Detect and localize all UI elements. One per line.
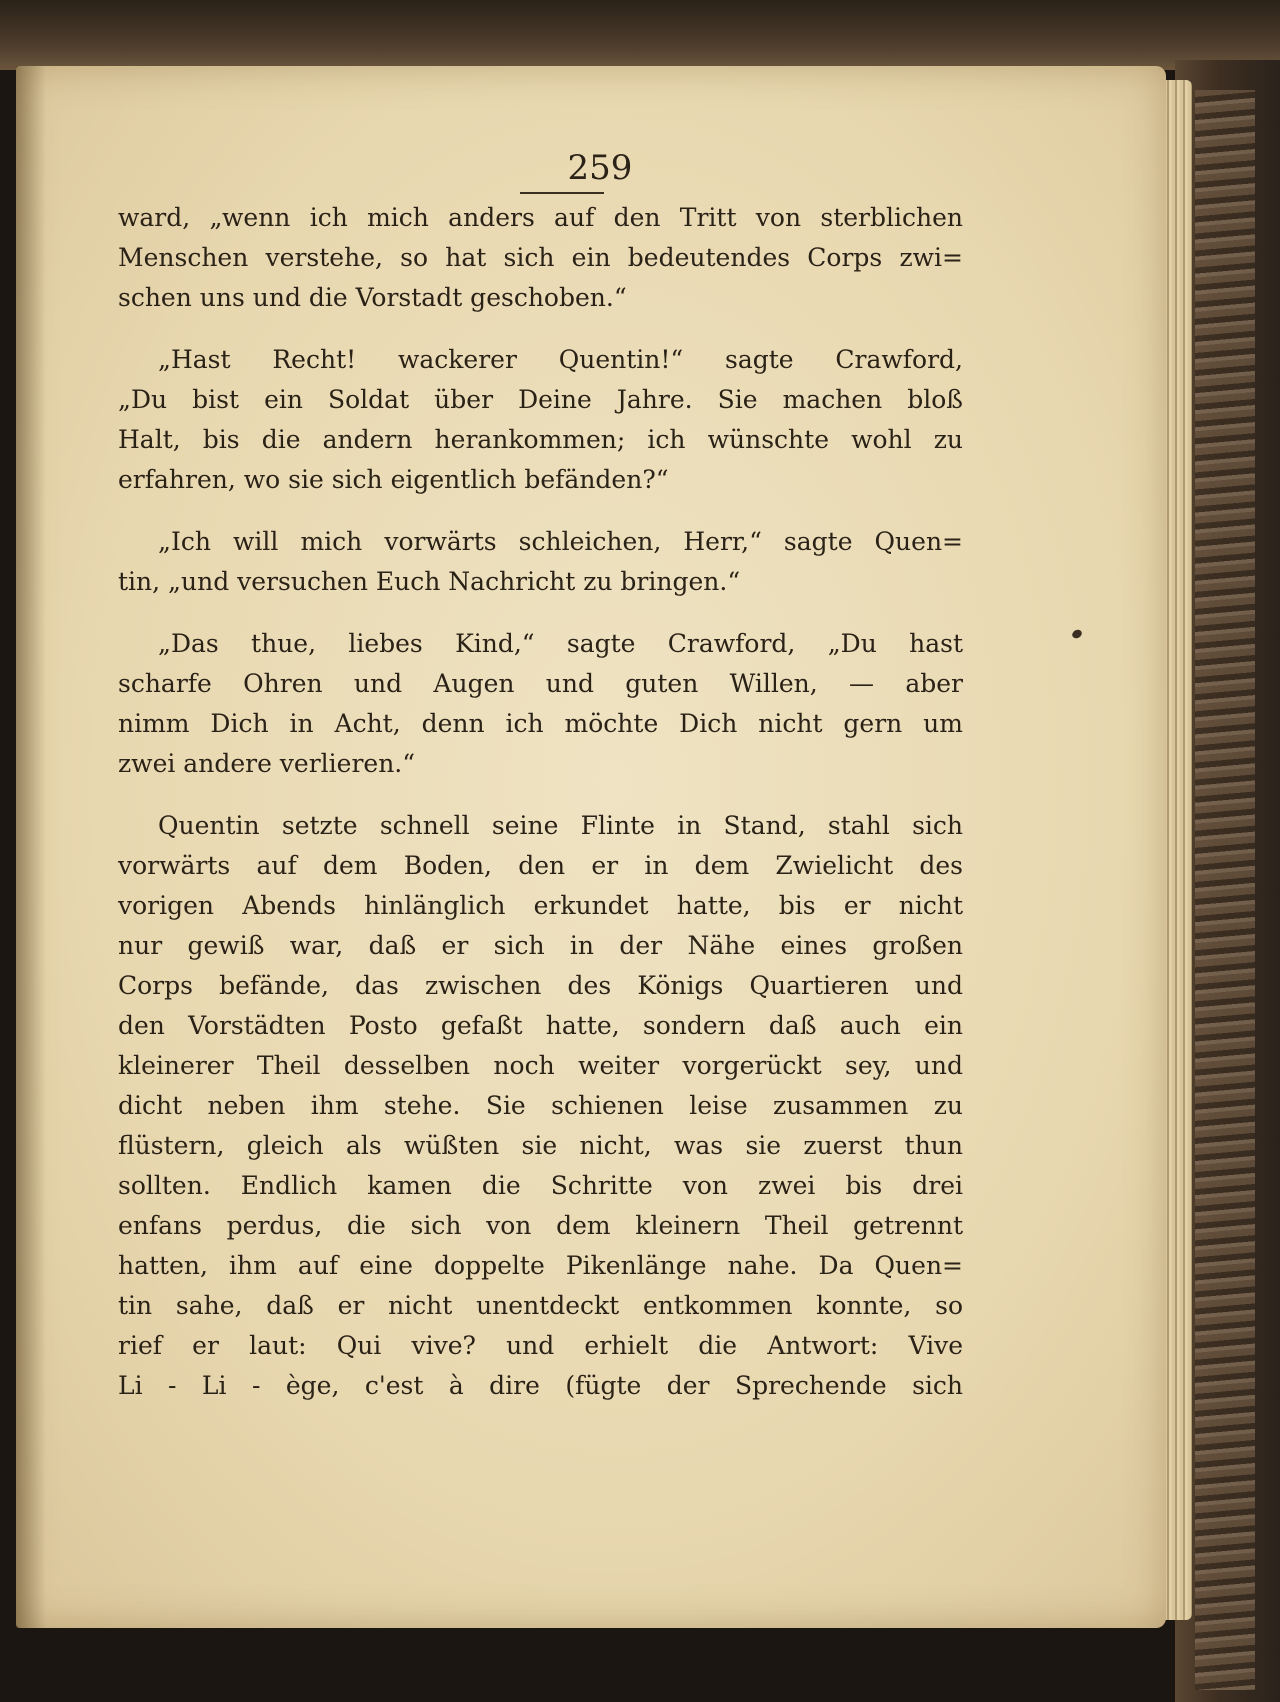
paragraph [118, 340, 963, 500]
paragraph [118, 522, 963, 602]
gutter-shadow [16, 66, 46, 1628]
text-line: den Vorstädten Posto gefaßt hatte, sondern daß auch ein [118, 1011, 963, 1040]
text-line: enfans perdus, die sich von dem kleinern Theil getrennt [118, 1211, 963, 1240]
text-line: vorigen Abends hinlänglich erkundet hatte, bis er nicht [118, 891, 963, 920]
text-line: flüstern, gleich als wüßten sie nicht, was sie zuerst thun [118, 1131, 963, 1160]
page-number-rule [520, 192, 604, 194]
text-line: ward, „wenn ich mich anders auf den Tritt von sterblichen [118, 203, 963, 232]
text-line: hatten, ihm auf eine doppelte Pikenlänge nahe. Da Quen= [118, 1251, 963, 1280]
paragraph [118, 806, 963, 1406]
text-line: tin sahe, daß er nicht unentdeckt entkommen konnte, so [118, 1291, 963, 1320]
text-line: dicht neben ihm stehe. Sie schienen leise zusammen zu [118, 1091, 963, 1120]
text-line: „Ich will mich vorwärts schleichen, Herr,“ sagte Quen= [158, 527, 963, 556]
text-line: rief er laut: Qui vive? und erhielt die Antwort: Vive [118, 1331, 963, 1360]
leather-binding-edge [1195, 90, 1255, 1690]
page-body-text [118, 198, 963, 1406]
text-line: Menschen verstehe, so hat sich ein bedeutendes Corps zwi= [118, 243, 963, 272]
text-line: nimm Dich in Acht, denn ich möchte Dich nicht gern um [118, 709, 963, 738]
text-line: sollten. Endlich kamen die Schritte von zwei bis drei [118, 1171, 963, 1200]
text-line: Quentin setzte schnell seine Flinte in Stand, stahl sich [158, 811, 963, 840]
text-line: „Hast Recht! wackerer Quentin!“ sagte Crawford, [158, 345, 963, 374]
text-line: zwei andere verlieren.“ [118, 749, 416, 778]
text-line: kleinerer Theil desselben noch weiter vorgerückt sey, und [118, 1051, 963, 1080]
text-line: nur gewiß war, daß er sich in der Nähe eines großen [118, 931, 963, 960]
text-line: Li - Li - ège, c'est à dire (fügte der Sprechende sich [118, 1371, 963, 1400]
book-cover-top [0, 0, 1280, 70]
page-number: 259 [567, 148, 633, 188]
text-line: tin, „und versuchen Euch Nachricht zu bringen.“ [118, 567, 741, 596]
text-line: erfahren, wo sie sich eigentlich befänden?“ [118, 465, 669, 494]
text-line: Halt, bis die andern herankommen; ich wünschte wohl zu [118, 425, 963, 454]
text-line: vorwärts auf dem Boden, den er in dem Zwielicht des [118, 851, 963, 880]
text-line: „Du bist ein Soldat über Deine Jahre. Sie machen bloß [118, 385, 963, 414]
paragraph [118, 198, 963, 318]
text-line: „Das thue, liebes Kind,“ sagte Crawford, „Du hast [158, 629, 963, 658]
text-line: Corps befände, das zwischen des Königs Quartieren und [118, 971, 963, 1000]
paragraph [118, 624, 963, 784]
text-line: schen uns und die Vorstadt geschoben.“ [118, 283, 627, 312]
text-line: scharfe Ohren und Augen und guten Willen, — aber [118, 669, 963, 698]
